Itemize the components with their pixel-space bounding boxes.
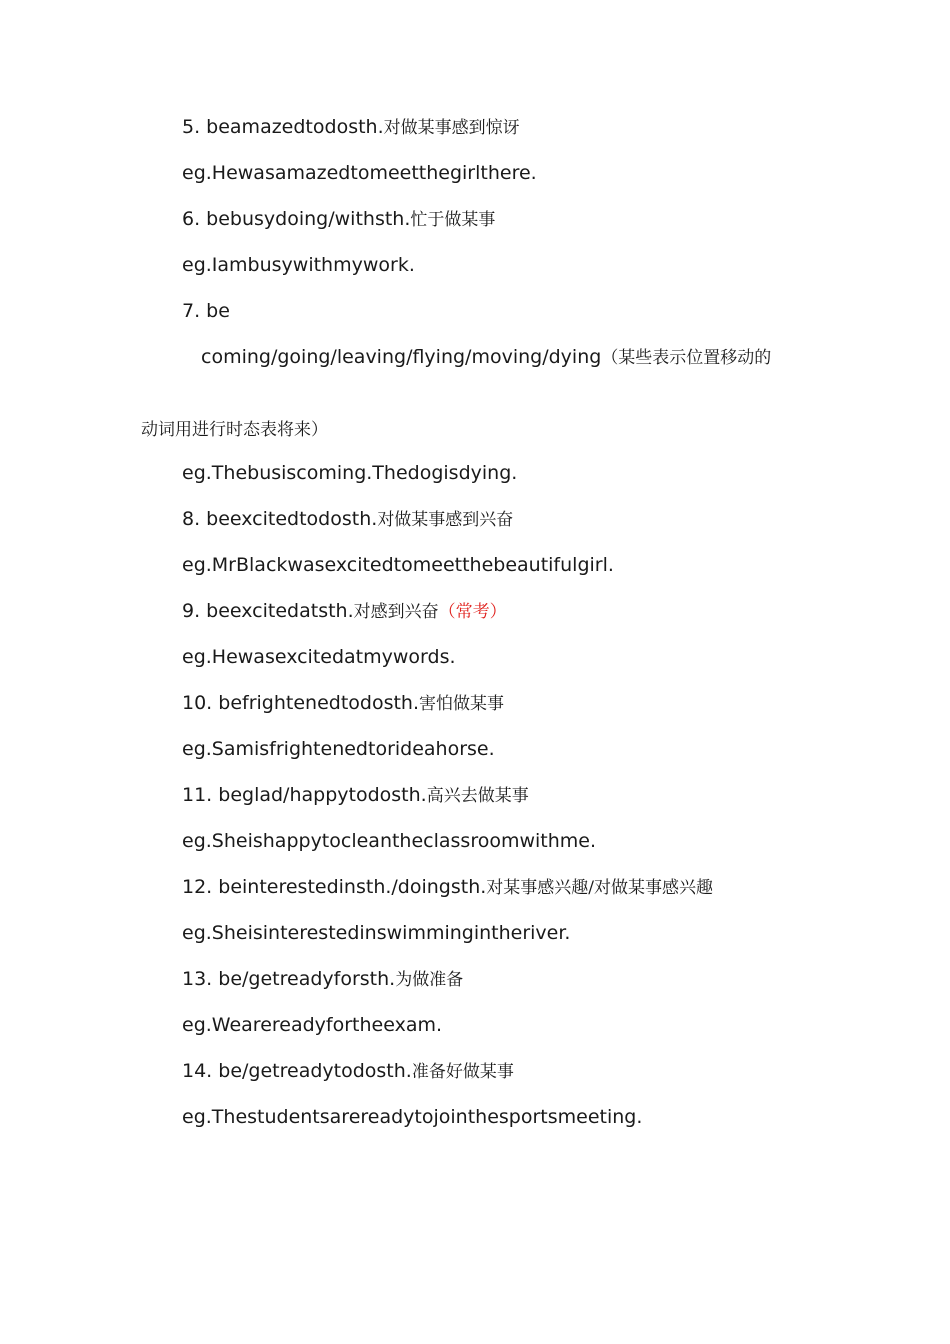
example-12-text: eg.Sheisinterestedinswimmingintheriver. <box>182 922 571 944</box>
phrase-12 <box>182 875 713 900</box>
example-13-text: eg.Wearereadyfortheexam. <box>182 1014 443 1036</box>
example-14 <box>182 1105 642 1129</box>
phrase-12-cn: 对某事感兴趣/对做某事感兴趣 <box>486 878 714 898</box>
phrase-7-head-text: 7. be <box>182 300 230 322</box>
example-9 <box>182 645 456 669</box>
phrase-7-cont-text: 动词用进行时态表将来） <box>141 420 328 440</box>
phrase-5 <box>182 115 520 140</box>
example-10 <box>182 737 495 761</box>
example-7-text: eg.Thebusiscoming.Thedogisdying. <box>182 462 518 484</box>
example-9-text: eg.Hewasexcitedatmywords. <box>182 646 456 668</box>
phrase-11-cn: 高兴去做某事 <box>426 786 529 806</box>
phrase-7-body <box>201 345 801 370</box>
example-6 <box>182 253 415 277</box>
example-5 <box>182 161 537 185</box>
example-13 <box>182 1013 442 1037</box>
phrase-10-en: 10. befrightenedtodosth. <box>182 692 420 714</box>
phrase-13-en: 13. be/getreadyforsth. <box>182 968 396 990</box>
example-5-text: eg.Hewasamazedtomeetthegirlthere. <box>182 162 537 184</box>
phrase-7-head <box>182 299 230 323</box>
phrase-8 <box>182 507 513 532</box>
phrase-7-continuation <box>141 418 328 442</box>
phrase-6-cn: 忙于做某事 <box>410 210 496 230</box>
phrase-10 <box>182 691 504 716</box>
phrase-5-en: 5. beamazedtodosth. <box>182 116 384 138</box>
phrase-11 <box>182 783 529 808</box>
phrase-7-cn: （某些表示位置移动的 <box>601 348 772 368</box>
phrase-11-en: 11. beglad/happytodosth. <box>182 784 427 806</box>
phrase-6-en: 6. bebusydoing/withsth. <box>182 208 411 230</box>
phrase-7-en: coming/going/leaving/flying/moving/dying <box>201 346 602 368</box>
phrase-9-cn: 对感到兴奋 <box>353 602 439 622</box>
example-6-text: eg.Iambusywithmywork. <box>182 254 415 276</box>
phrase-9-en: 9. beexcitedatsth. <box>182 600 354 622</box>
example-14-text: eg.Thestudentsarereadytojointhesportsmeeting. <box>182 1106 643 1128</box>
phrase-9 <box>182 599 507 624</box>
phrase-14 <box>182 1059 514 1084</box>
phrase-10-cn: 害怕做某事 <box>419 694 505 714</box>
example-8 <box>182 553 614 577</box>
example-10-text: eg.Samisfrightenedtorideahorse. <box>182 738 495 760</box>
phrase-14-en: 14. be/getreadytodosth. <box>182 1060 412 1082</box>
example-7 <box>182 461 517 485</box>
example-12 <box>182 921 570 945</box>
phrase-14-cn: 准备好做某事 <box>411 1062 514 1082</box>
phrase-8-cn: 对做某事感到兴奋 <box>377 510 514 530</box>
phrase-6 <box>182 207 495 232</box>
phrase-5-cn: 对做某事感到惊讶 <box>383 118 520 138</box>
phrase-13-cn: 为做准备 <box>395 970 464 990</box>
phrase-8-en: 8. beexcitedtodosth. <box>182 508 378 530</box>
example-11-text: eg.Sheishappytocleantheclassroomwithme. <box>182 830 597 852</box>
phrase-9-note: （常考） <box>438 602 507 622</box>
example-11 <box>182 829 596 853</box>
example-8-text: eg.MrBlackwasexcitedtomeetthebeautifulgirl. <box>182 554 614 576</box>
phrase-12-en: 12. beinterestedinsth./doingsth. <box>182 876 487 898</box>
phrase-13 <box>182 967 463 992</box>
